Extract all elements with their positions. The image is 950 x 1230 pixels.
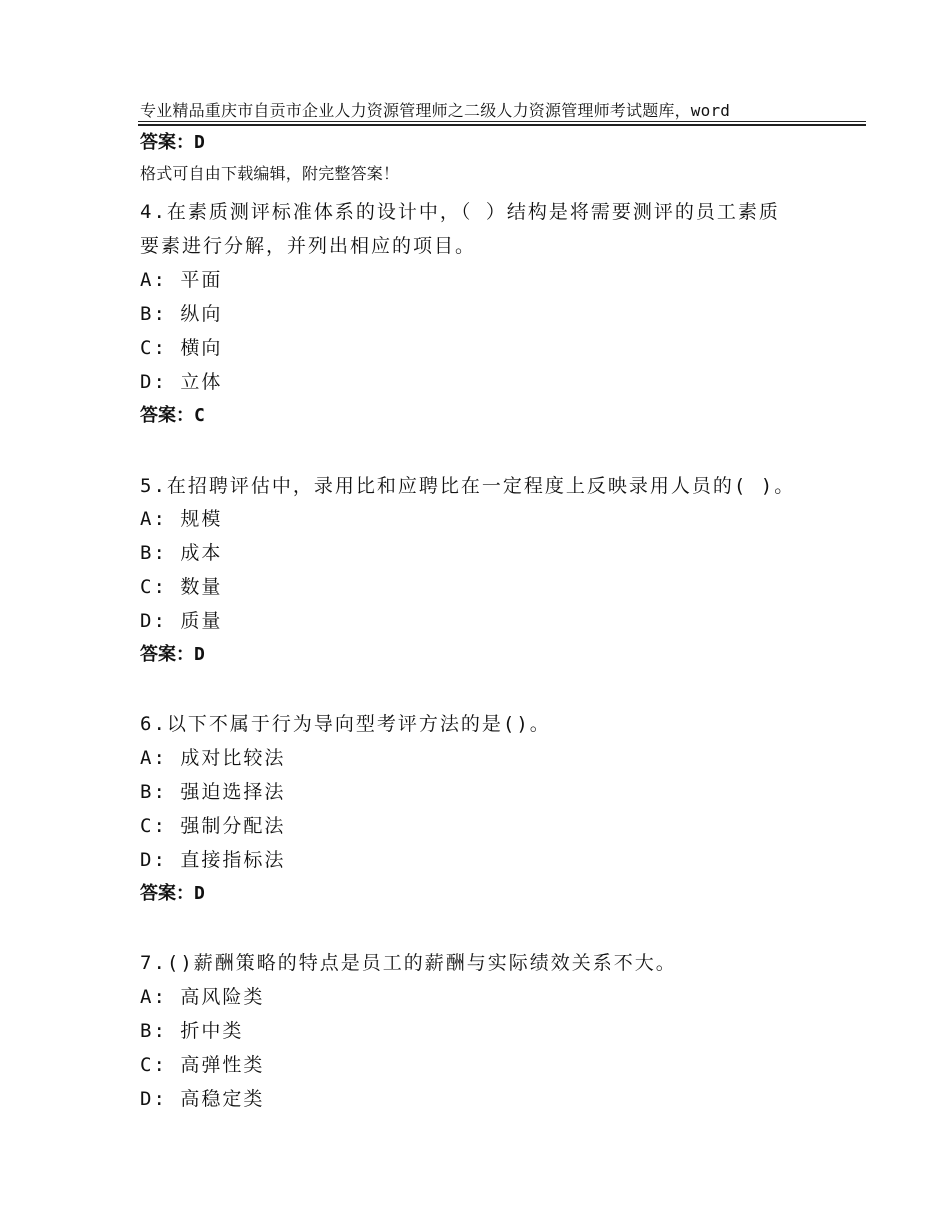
- header-divider-thick: [138, 124, 866, 126]
- question-4-line-1: 4.在素质测评标准体系的设计中，（ ）结构是将需要测评的员工素质: [140, 201, 780, 223]
- question-6-option-b: B: 强迫选择法: [140, 781, 286, 803]
- question-5-option-a: A: 规模: [140, 508, 223, 530]
- question-7: [140, 946, 830, 980]
- question-6: [140, 707, 830, 741]
- question-6-option-a: A: 成对比较法: [140, 747, 286, 769]
- question-4-answer: 答案：C: [140, 405, 205, 426]
- question-5-line-1: 5.在招聘评估中，录用比和应聘比在一定程度上反映录用人员的( )。: [140, 475, 796, 497]
- question-7-option-d: D: 高稳定类: [140, 1088, 265, 1110]
- question-4-option-a: A: 平面: [140, 269, 223, 291]
- question-6-option-d: D: 直接指标法: [140, 849, 286, 871]
- question-5-answer: 答案：D: [140, 644, 205, 665]
- answer-previous: 答案：D: [140, 132, 205, 153]
- question-4: [140, 195, 830, 263]
- question-6-line-1: 6.以下不属于行为导向型考评方法的是()。: [140, 713, 551, 735]
- question-4-option-b: B: 纵向: [140, 303, 223, 325]
- question-4-line-2: 要素进行分解，并列出相应的项目。: [140, 235, 477, 257]
- question-6-answer: 答案：D: [140, 883, 205, 904]
- question-7-option-a: A: 高风险类: [140, 986, 265, 1008]
- header-divider-thin: [138, 121, 866, 122]
- question-5-option-b: B: 成本: [140, 542, 223, 564]
- question-7-line-1: 7.()薪酬策略的特点是员工的薪酬与实际绩效关系不大。: [140, 952, 677, 974]
- question-5: [140, 469, 830, 503]
- question-5-option-d: D: 质量: [140, 610, 223, 632]
- question-4-option-d: D: 立体: [140, 371, 223, 393]
- question-7-option-c: C: 高弹性类: [140, 1054, 265, 1076]
- question-4-option-c: C: 横向: [140, 337, 223, 359]
- header-line-1: 专业精品重庆市自贡市企业人力资源管理师之二级人力资源管理师考试题库，word: [140, 101, 731, 120]
- question-6-option-c: C: 强制分配法: [140, 815, 286, 837]
- header-line-2: 格式可自由下载编辑，附完整答案！: [140, 164, 400, 183]
- question-7-option-b: B: 折中类: [140, 1020, 244, 1042]
- question-5-option-c: C: 数量: [140, 576, 223, 598]
